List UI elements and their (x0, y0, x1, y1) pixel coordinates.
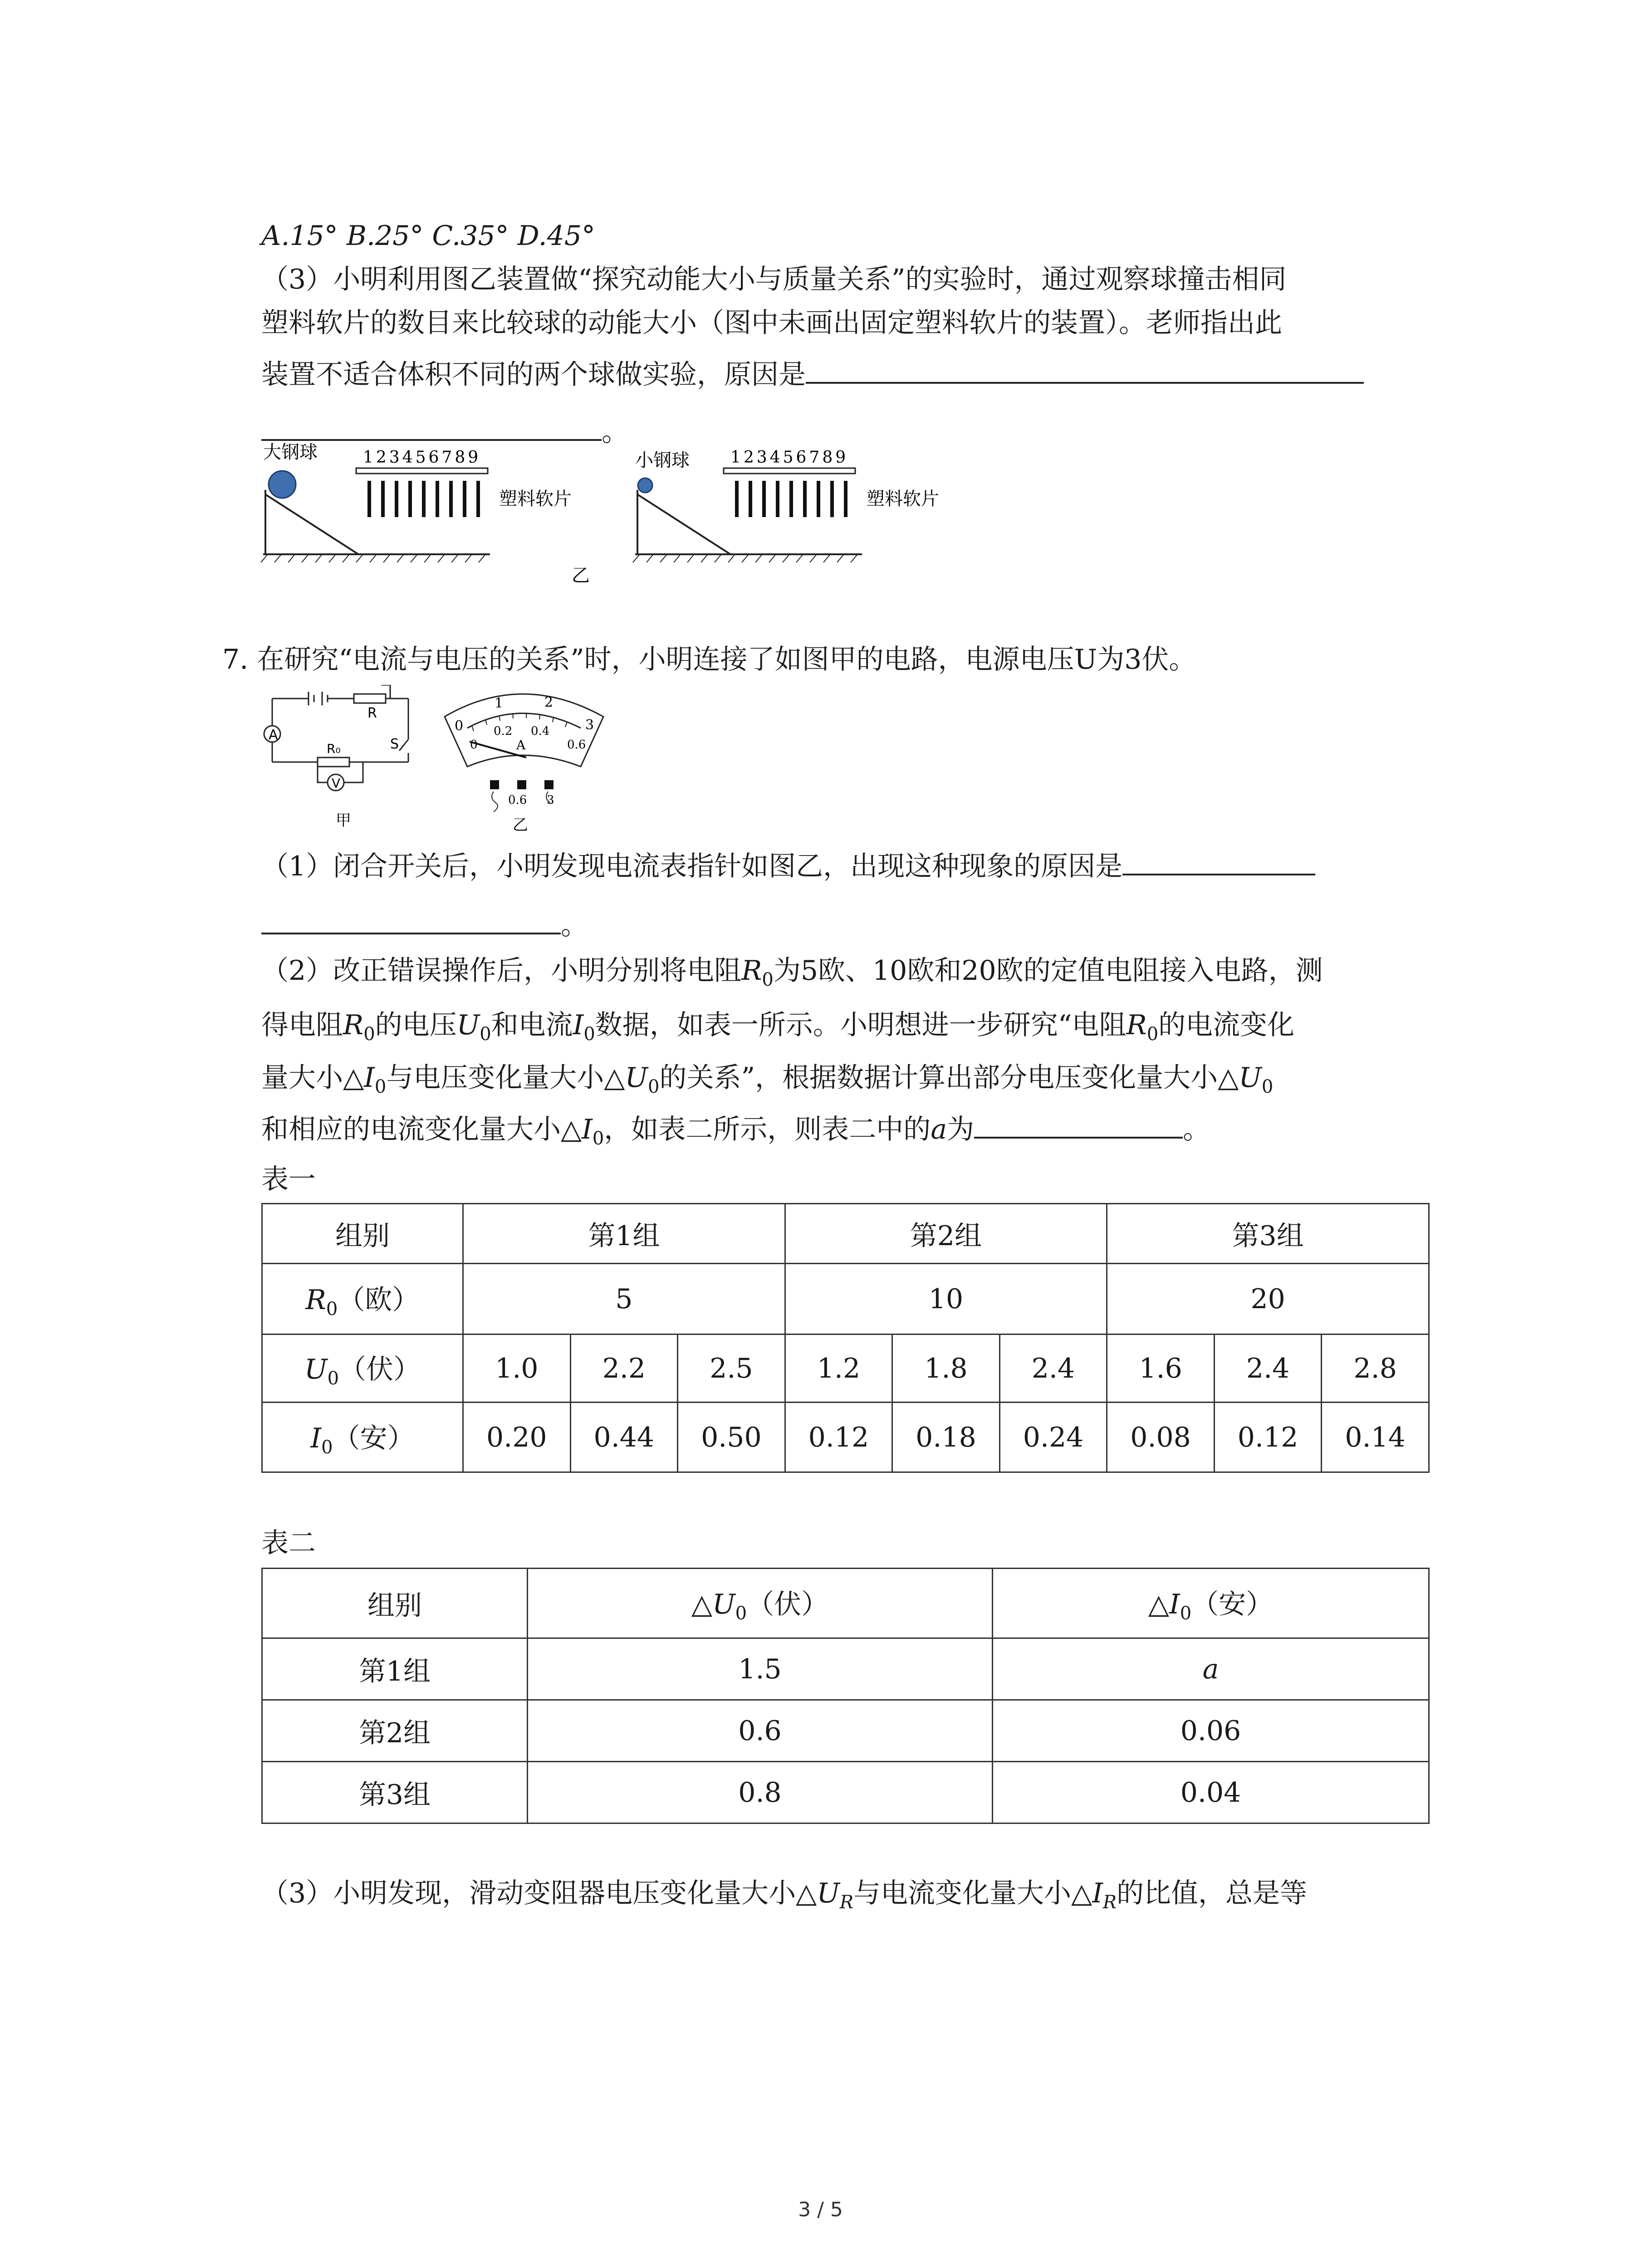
table1-u0-cell: 1.2 (785, 1334, 892, 1403)
sub-0: 0 (327, 1368, 339, 1389)
large-steel-ball (269, 471, 296, 498)
table1-u0-cell: 1.8 (892, 1334, 1000, 1403)
text: （2）改正错误操作后，小明分别将电阻 (261, 955, 742, 987)
sym-U: U (1239, 1062, 1262, 1094)
left-strip-holder (356, 468, 488, 474)
table2-header-du (528, 1569, 993, 1638)
table2-header-group: 组别 (262, 1569, 528, 1638)
q7-part3-line (261, 1871, 1307, 1925)
right-strip-numbers: 123456789 (730, 448, 849, 467)
q7-part1-line2 (261, 903, 588, 948)
table1-i0-cell: 0.20 (463, 1403, 571, 1472)
q6-period: 。 (602, 416, 629, 448)
table1-r0-header (262, 1264, 463, 1334)
table1-u0-cell: 2.4 (999, 1334, 1107, 1403)
table1-group3: 第3组 (1107, 1204, 1429, 1264)
q6-part3-text: 装置不适合体积不同的两个球做实验，原因是 (261, 359, 806, 391)
sym-R: R (343, 1009, 364, 1041)
table1-u0-cell: 2.8 (1322, 1334, 1429, 1403)
table2-cell: 第3组 (262, 1762, 528, 1823)
table1-u0-header (262, 1334, 463, 1403)
text: ，如表二所示，则表二中的 (604, 1114, 931, 1145)
sym-R: R (305, 1284, 326, 1316)
table2-cell: 0.06 (993, 1700, 1429, 1762)
voltmeter-symbol: V (332, 776, 341, 791)
text: 为5欧、10欧和20欧的定值电阻接入电路，测 (773, 955, 1323, 987)
table2-row (262, 1762, 1429, 1823)
rheostat-label: R (367, 705, 377, 721)
small-steel-ball (638, 478, 652, 493)
sub-0: 0 (1180, 1603, 1192, 1624)
right-ramp-setup (633, 448, 939, 562)
sym-a: a (931, 1114, 947, 1145)
table1-header-row (262, 1204, 1429, 1264)
table1-i0-cell: 0.50 (678, 1403, 785, 1472)
table1-r0-cell: 5 (463, 1264, 785, 1334)
sub-0: 0 (321, 1437, 333, 1458)
sym-U: U (456, 1009, 480, 1041)
bottom-scale-0-4: 0.4 (531, 724, 550, 738)
text: 与电压变化量大小△ (386, 1062, 625, 1094)
resistor-label: R₀ (327, 741, 341, 756)
table1-i0-cell: 0.14 (1322, 1403, 1429, 1472)
table1-title: 表一 (261, 1163, 316, 1195)
table2-row (262, 1700, 1429, 1762)
text: 与电流变化量大小△ (853, 1877, 1092, 1909)
table2-header-row (262, 1569, 1429, 1638)
text: （3）小明发现，滑动变阻器电压变化量大小△ (261, 1877, 817, 1909)
sub-0: 0 (374, 1076, 387, 1097)
switch-label: S (390, 736, 399, 752)
bottom-scale-0-2: 0.2 (494, 724, 513, 738)
sub-0: 0 (1261, 1076, 1274, 1097)
sym-U: U (817, 1877, 840, 1909)
sym-I: I (364, 1062, 375, 1094)
q7-part1-blank-a[interactable] (1122, 846, 1315, 875)
right-plastic-strips (735, 481, 847, 517)
table2-cell: 0.8 (528, 1762, 993, 1823)
q7-part2-line2 (261, 1002, 1294, 1057)
terminal-3: 3 (547, 793, 554, 807)
table1 (261, 1203, 1430, 1473)
q7-part1-line1 (261, 844, 1315, 889)
text: 的电压 (375, 1009, 457, 1041)
table2-title: 表二 (261, 1527, 316, 1559)
sub-0: 0 (1146, 1024, 1159, 1045)
text: 和电流 (491, 1009, 573, 1041)
top-scale-2: 2 (544, 694, 554, 710)
sub-0: 0 (648, 1076, 660, 1097)
sub-0: 0 (363, 1024, 375, 1045)
bottom-scale-0-6: 0.6 (567, 738, 586, 752)
sub-0: 0 (592, 1128, 604, 1149)
sym-R: R (1126, 1009, 1147, 1041)
left-strip-numbers: 123456789 (363, 448, 481, 467)
unit: （安） (1191, 1589, 1274, 1620)
table1-u0-cell: 2.5 (678, 1334, 785, 1403)
table2-header-di (993, 1569, 1429, 1638)
table2-cell: 第2组 (262, 1700, 528, 1762)
circuit-caption: 甲 (336, 811, 351, 830)
sub-0: 0 (735, 1603, 747, 1624)
table1-i0-cell: 0.24 (999, 1403, 1107, 1472)
table2 (261, 1568, 1430, 1824)
right-strip-holder (724, 468, 855, 474)
table1-header-group: 组别 (262, 1204, 463, 1264)
table2-cell: a (993, 1638, 1429, 1700)
right-strips-label: 塑料软片 (867, 489, 939, 509)
right-ball-label: 小钢球 (635, 450, 690, 471)
table1-u0-cell: 1.6 (1107, 1334, 1215, 1403)
left-ramp-slope (265, 494, 358, 554)
sym-U: U (625, 1062, 648, 1094)
q7-part1-blank-b[interactable] (261, 905, 561, 934)
sub-0: 0 (583, 1024, 595, 1045)
text: 量大小△ (261, 1062, 364, 1094)
text: 为 (947, 1114, 975, 1145)
table2-cell: 1.5 (528, 1638, 993, 1700)
text: 的比值，总是等 (1117, 1877, 1308, 1909)
unit: （安） (333, 1422, 415, 1454)
table2-row (262, 1638, 1429, 1700)
top-scale-1: 1 (495, 695, 504, 711)
table1-i0-cell: 0.44 (570, 1403, 678, 1472)
sub-R: R (839, 1892, 854, 1913)
q7-circuit-diagram (259, 685, 449, 835)
sub-0: 0 (480, 1024, 491, 1045)
meter-caption: 乙 (513, 816, 528, 834)
left-plastic-strips (367, 481, 480, 517)
q6-part3-line2: 塑料软片的数目来比较球的动能大小（图中未画出固定塑料软片的装置）。老师指出此 (261, 307, 1282, 339)
q7-part2-line3 (261, 1055, 1273, 1110)
text: 和相应的电流变化量大小△ (261, 1114, 582, 1145)
table1-r0-cell: 20 (1107, 1264, 1429, 1334)
sym-R: R (741, 955, 762, 987)
dial-unit: A (516, 738, 526, 753)
sym-I: I (1092, 1877, 1103, 1909)
table1-u0-cell: 2.4 (1214, 1334, 1322, 1403)
table1-r0-row (262, 1264, 1429, 1334)
delta: △ (691, 1589, 713, 1620)
table1-i0-header (262, 1403, 463, 1472)
sym-I: I (1169, 1589, 1180, 1620)
page-number: 3 / 5 (798, 2198, 843, 2221)
sym-U: U (712, 1589, 735, 1620)
q7-intro: 7. 在研究“电流与电压的关系”时，小明连接了如图甲的电路，电源电压U为3伏。 (222, 644, 1196, 675)
unit: （伏） (747, 1589, 829, 1620)
table1-i0-cell: 0.18 (892, 1403, 1000, 1472)
unit: （伏） (339, 1354, 421, 1385)
q7-ammeter-dial (436, 680, 626, 835)
table1-i0-cell: 0.12 (1214, 1403, 1322, 1472)
sub-0: 0 (762, 969, 774, 990)
terminal-0-6: 0.6 (508, 793, 527, 807)
table1-group2: 第2组 (785, 1204, 1107, 1264)
left-ball-label: 大钢球 (263, 442, 318, 463)
sym-U: U (304, 1354, 328, 1385)
q7-part1-text: （1）闭合开关后，小明发现电流表指针如图乙，出现这种现象的原因是 (261, 850, 1123, 882)
q7-part2-line1 (261, 948, 1323, 1002)
table2-cell: 0.6 (528, 1700, 993, 1762)
dial-face (445, 694, 603, 767)
q6-figure-caption: 乙 (572, 565, 590, 586)
text: 数据，如表一所示。小明想进一步研究“电阻 (595, 1009, 1127, 1041)
table1-i0-cell: 0.12 (785, 1403, 892, 1472)
q6-part3-line3 (261, 352, 1364, 397)
sub-0: 0 (326, 1299, 338, 1320)
q7-part2-period: 。 (1183, 1114, 1210, 1145)
table1-i0-row (262, 1403, 1429, 1472)
sub-R: R (1102, 1892, 1117, 1913)
table1-u0-row (262, 1334, 1429, 1403)
text: 得电阻 (261, 1009, 343, 1041)
left-ramp-setup (261, 442, 572, 562)
sym-I: I (573, 1009, 584, 1041)
table1-r0-cell: 10 (785, 1264, 1107, 1334)
table2-cell: 第1组 (262, 1638, 528, 1700)
ammeter-symbol: A (269, 727, 278, 743)
table1-u0-cell: 1.0 (463, 1334, 571, 1403)
right-ramp-slope (637, 494, 730, 554)
q7-part1-period: 。 (561, 909, 588, 941)
q6-part3-line1: （3）小明利用图乙装置做“探究动能大小与质量关系”的实验时，通过观察球撞击相同 (261, 264, 1287, 295)
left-strips-label: 塑料软片 (499, 489, 572, 509)
delta: △ (1148, 1589, 1169, 1620)
table2-cell: 0.04 (993, 1762, 1429, 1823)
text: 的关系”，根据数据计算出部分电压变化量大小△ (659, 1062, 1239, 1094)
q6-figure-ramps (254, 435, 1025, 590)
bottom-scale-0: 0 (470, 738, 478, 752)
table1-group1: 第1组 (463, 1204, 785, 1264)
top-scale-3: 3 (585, 717, 594, 733)
q7-part2-blank[interactable] (974, 1110, 1183, 1139)
sym-I: I (582, 1114, 593, 1145)
table1-u0-cell: 2.2 (570, 1334, 678, 1403)
q6-options: A.15° B.25° C.35° D.45° (261, 220, 596, 252)
top-scale-0: 0 (455, 718, 464, 734)
unit: （欧） (338, 1284, 420, 1316)
table1-i0-cell: 0.08 (1107, 1403, 1215, 1472)
q6-answer-blank-a[interactable] (806, 355, 1364, 384)
q7-part2-line4 (261, 1107, 1210, 1161)
text: 的电流变化 (1158, 1009, 1295, 1041)
sym-I: I (310, 1422, 322, 1454)
